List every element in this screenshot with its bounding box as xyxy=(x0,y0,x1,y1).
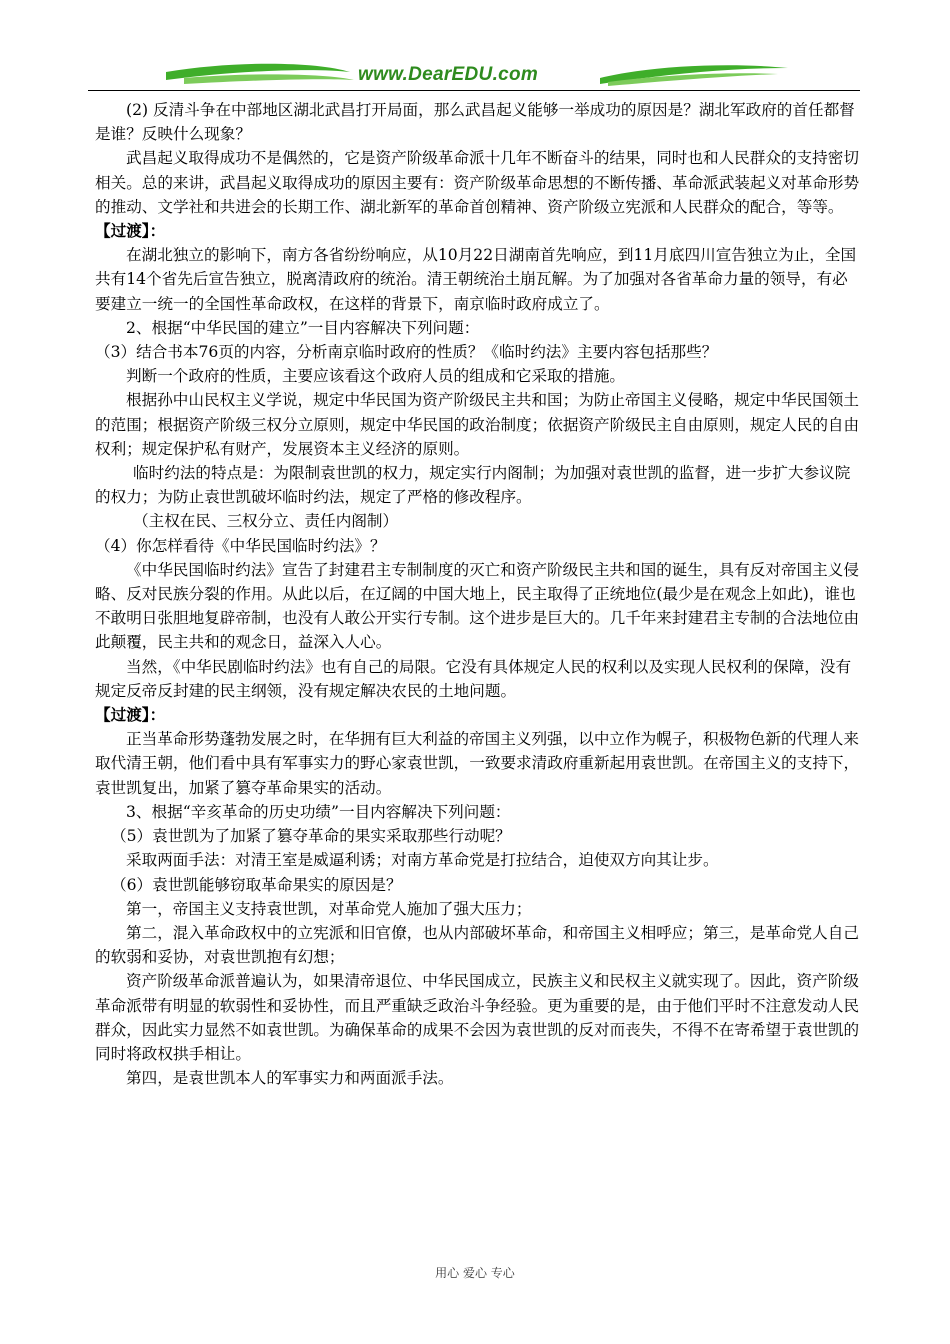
paragraph: 2、根据“中华民国的建立”一目内容解决下列问题： xyxy=(126,318,480,337)
header-divider xyxy=(88,90,860,91)
paragraph: 3、根据“辛亥革命的历史功绩”一目内容解决下列问题： xyxy=(126,802,511,821)
paragraph: 采取两面手法：对清王室是威逼利诱；对南方革命党是打拉结合，迫使双方向其让步。 xyxy=(126,851,719,870)
paragraph: (2) 反清斗争在中部地区湖北武昌打开局面，那么武昌起义能够一举成功的原因是？湖北军政府的首任都督是谁？反映什么现象？ xyxy=(95,101,855,144)
paragraph: 武昌起义取得成功不是偶然的，它是资产阶级革命派十几年不断奋斗的结果，同时也和人民群众的支持密切相关。总的来讲，武昌起义取得成功的原因主要有：资产阶级革命思想的不断传播、革命派武装起义对革命形势的推动、文学社和共进会的长期工作、湖北新军的革命首创精神、资产阶级立宪派和人民群众的配合，等等。 xyxy=(95,149,860,216)
paragraph: （4）你怎样看待《中华民国临时约法》？ xyxy=(95,536,386,555)
paragraph: 在湖北独立的影响下，南方各省纷纷响应，从10月22日湖南首先响应，到11月底四川宣告独立为止，全国共有14个省先后宣告独立，脱离清政府的统治。清王朝统治土崩瓦解。为了加强对各省革命力量的领导，有必要建立一统一的全国性革命政权，在这样的背景下，南京临时政府成立了。 xyxy=(95,246,857,313)
paragraph: 当然，《中华民剧临时约法》也有自己的局限。它没有具体规定人民的权利以及实现人民权利的保障，没有规定反帝反封建的民主纲领，没有规定解决农民的土地问题。 xyxy=(95,657,852,700)
paragraph: （主权在民、三权分立、责任内阁制） xyxy=(133,512,399,531)
paragraph: 第二，混入革命政权中的立宪派和旧官僚，也从内部破坏革命，和帝国主义相呼应；第三，是革命党人自己的软弱和妥协，对袁世凯抱有幻想； xyxy=(95,923,859,967)
paragraph: 资产阶级革命派普遍认为，如果清帝退位、中华民国成立，民族主义和民权主义就实现了。因此，资产阶级革命派带有明显的软弱性和妥协性，而且严重缺乏政治斗争经验。更为重要的是，由于他们平时不注意发动人民群众，因此实力显然不如袁世凯。为确保革命的成果不会因为袁世凯的反对而丧失，不得不在寄希望于袁世凯的同时将政权拱手相让。 xyxy=(95,972,860,1063)
paragraph: 《中华民国临时约法》宣告了封建君主专制制度的灭亡和资产阶级民主共和国的诞生，具有反对帝国主义侵略、反对民族分裂的作用。从此以后，在辽阔的中国大地上，民主取得了正统地位(最少是在观念上如此)，谁也不敢明日张胆地复辟帝制，也没有人敢公开实行专制。这个进步是巨大的。几千年来封建君主专制的合法地位由此颠覆，民主共和的观念日，益深入人心。 xyxy=(95,560,860,652)
paragraph: 【过渡】： xyxy=(95,705,166,725)
page-footer: 用心 爱心 专心 xyxy=(435,1266,515,1280)
site-logo-text: www.DearEDU.com xyxy=(358,64,539,85)
paragraph: 判断一个政府的性质，主要应该看这个政府人员的组成和它采取的措施。 xyxy=(126,367,626,386)
paragraph: 根据孙中山民权主义学说，规定中华民国为资产阶级民主共和国；为防止帝国主义侵略，规定中华民国领土的范围；根据资产阶级三权分立原则，规定中华民国的政治制度；依据资产阶级民主自由原则，规定人民的自由权利；规定保护私有财产，发展资本主义经济的原则。 xyxy=(95,391,860,458)
paragraph: 临时约法的特点是：为限制袁世凯的权力，规定实行内阁制；为加强对袁世凯的监督，进一步扩大参议院的权力；为防止袁世凯破坏临时约法，规定了严格的修改程序。 xyxy=(95,464,851,507)
paragraph: 第四，是袁世凯本人的军事实力和两面派手法。 xyxy=(126,1069,454,1088)
paragraph: 第一，帝国主义支持袁世凯，对革命党人施加了强大压力； xyxy=(126,899,532,918)
paragraph: 正当革命形势蓬勃发展之时，在华拥有巨大利益的帝国主义列强，以中立作为幌子，积极物色新的代理人来取代清王朝，他们看中具有军事实力的野心家袁世凯，一致要求清政府重新起用袁世凯。在帝国主义的支持下，袁世凯复出，加紧了篡夺革命果实的活动。 xyxy=(95,730,860,797)
paragraph: （5）袁世凯为了加紧了篡夺革命的果实采取那些行动呢？ xyxy=(111,827,511,846)
paragraph: 【过渡】： xyxy=(95,221,166,241)
paragraph: （3）结合书本76页的内容，分析南京临时政府的性质？《临时约法》主要内容包括那些？ xyxy=(95,343,718,362)
paragraph: （6）袁世凯能够窃取革命果实的原因是？ xyxy=(111,875,402,894)
document-body xyxy=(95,98,860,1090)
